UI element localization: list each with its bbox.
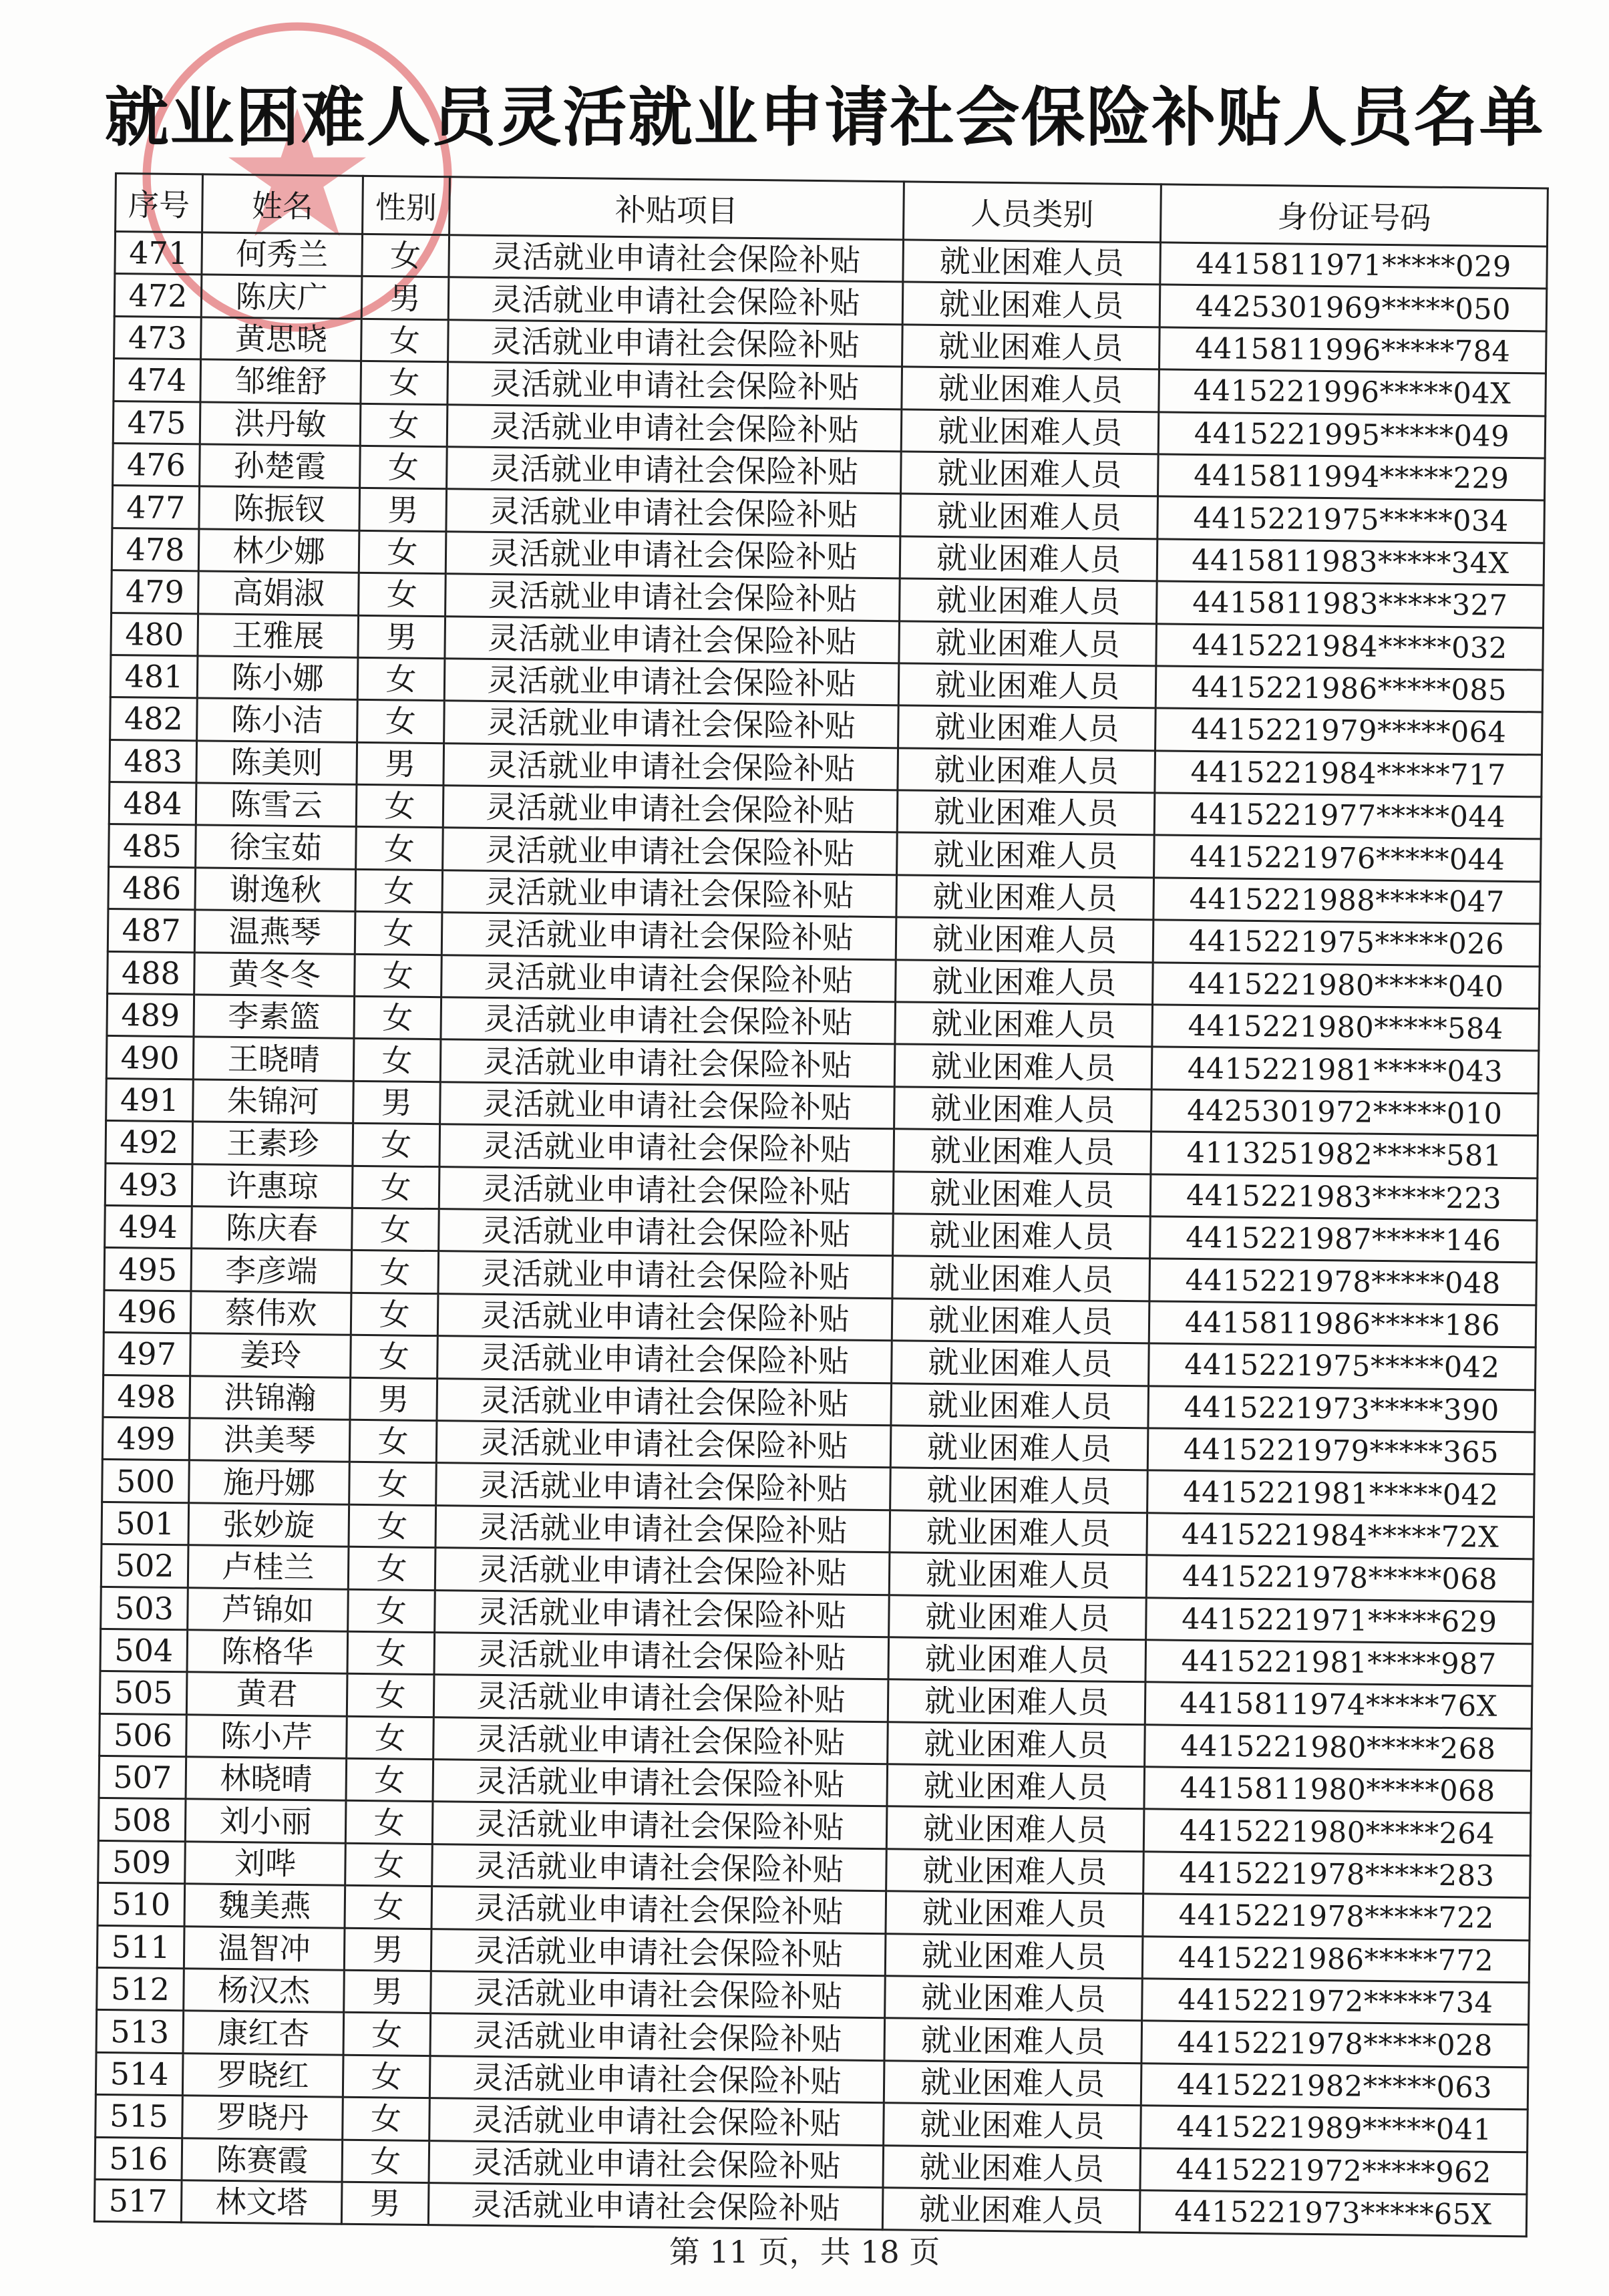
- gender-cell: 男: [344, 1928, 431, 1971]
- subsidy-item-cell: 灵活就业申请社会保险补贴: [445, 616, 900, 663]
- id-number-cell: 4415221984*****032: [1156, 623, 1544, 669]
- name-cell: 林文塔: [181, 2180, 342, 2225]
- gender-cell: 男: [350, 1377, 437, 1421]
- id-number-cell: 4415221979*****064: [1155, 708, 1543, 754]
- serial-cell: 471: [115, 232, 202, 275]
- id-number-cell: 4415221980*****040: [1153, 962, 1540, 1008]
- category-cell: 就业困难人员: [898, 663, 1156, 708]
- name-cell: 洪锦瀚: [190, 1375, 351, 1420]
- id-number-cell: 4415221981*****043: [1151, 1047, 1539, 1093]
- subsidy-item-cell: 灵活就业申请社会保险补贴: [431, 1971, 886, 2019]
- category-cell: 就业困难人员: [887, 1764, 1145, 1809]
- name-cell: 陈振钗: [199, 486, 360, 530]
- gender-cell: 女: [362, 234, 450, 277]
- subsidy-item-cell: 灵活就业申请社会保险补贴: [439, 1124, 894, 1172]
- category-cell: 就业困难人员: [900, 536, 1157, 581]
- category-cell: 就业困难人员: [900, 579, 1157, 623]
- subsidy-roster-table: [94, 172, 1549, 2238]
- serial-cell: 485: [109, 824, 196, 868]
- gender-cell: 女: [357, 657, 445, 701]
- category-cell: 就业困难人员: [899, 621, 1157, 665]
- serial-cell: 502: [101, 1544, 188, 1588]
- gender-cell: 女: [345, 1885, 432, 1929]
- subsidy-item-cell: 灵活就业申请社会保险补贴: [436, 1463, 891, 1510]
- category-cell: 就业困难人员: [893, 1214, 1151, 1259]
- name-cell: 陈美则: [196, 741, 357, 785]
- category-cell: 就业困难人员: [896, 959, 1153, 1004]
- serial-cell: 509: [98, 1840, 186, 1884]
- id-number-cell: 4415221980*****584: [1152, 1005, 1540, 1051]
- id-number-cell: 4415221986*****772: [1142, 1936, 1530, 1982]
- name-cell: 徐宝茹: [196, 825, 357, 869]
- serial-cell: 517: [94, 2179, 182, 2223]
- serial-cell: 505: [100, 1671, 187, 1715]
- category-cell: 就业困难人员: [891, 1383, 1149, 1428]
- name-cell: 陈格华: [187, 1630, 348, 1674]
- serial-cell: 472: [114, 274, 202, 317]
- id-number-cell: 4415221973*****65X: [1139, 2190, 1527, 2237]
- id-number-cell: 4415811983*****327: [1157, 581, 1544, 627]
- subsidy-item-cell: 灵活就业申请社会保险补贴: [439, 1166, 894, 1214]
- serial-cell: 506: [100, 1713, 187, 1757]
- gender-cell: 女: [346, 1758, 433, 1802]
- category-cell: 就业困难人员: [888, 1679, 1145, 1724]
- category-cell: 就业困难人员: [890, 1426, 1148, 1470]
- name-cell: 陈小芹: [186, 1714, 347, 1758]
- category-cell: 就业困难人员: [898, 748, 1155, 793]
- gender-cell: 女: [342, 2140, 429, 2183]
- id-number-cell: 4415221976*****044: [1154, 835, 1542, 881]
- gender-cell: 女: [360, 403, 448, 447]
- name-cell: 温智冲: [184, 1926, 345, 1970]
- id-number-cell: 4415221983*****223: [1150, 1174, 1538, 1220]
- category-cell: 就业困难人员: [884, 2018, 1142, 2063]
- id-number-cell: 4415811980*****068: [1144, 1767, 1532, 1813]
- serial-cell: 490: [106, 1036, 194, 1080]
- gender-cell: 女: [351, 1251, 439, 1294]
- subsidy-item-cell: 灵活就业申请社会保险补贴: [443, 743, 898, 790]
- category-cell: 就业困难人员: [890, 1510, 1147, 1554]
- id-number-cell: 4415221978*****028: [1141, 2021, 1529, 2067]
- subsidy-item-cell: 灵活就业申请社会保险补贴: [432, 1802, 887, 1849]
- category-cell: 就业困难人员: [896, 875, 1154, 920]
- gender-cell: 女: [351, 1293, 438, 1336]
- id-number-cell: 4415221978*****068: [1146, 1555, 1534, 1601]
- id-number-cell: 4425301969*****050: [1159, 285, 1547, 331]
- name-cell: 洪美琴: [189, 1418, 350, 1462]
- gender-cell: 男: [357, 742, 444, 786]
- name-cell: 王素珍: [192, 1122, 353, 1166]
- id-number-cell: 4415221984*****72X: [1147, 1513, 1534, 1559]
- category-cell: 就业困难人员: [888, 1721, 1145, 1766]
- category-cell: 就业困难人员: [901, 452, 1159, 496]
- subsidy-item-cell: 灵活就业申请社会保险补贴: [433, 1760, 888, 1807]
- header-subsidy-item: 补贴项目: [450, 177, 904, 240]
- name-cell: 姜玲: [190, 1333, 351, 1377]
- gender-cell: 男: [344, 1970, 431, 2013]
- category-cell: 就业困难人员: [896, 917, 1153, 962]
- name-cell: 李彦端: [191, 1249, 352, 1293]
- category-cell: 就业困难人员: [894, 1087, 1152, 1132]
- category-cell: 就业困难人员: [886, 1849, 1144, 1894]
- name-cell: 康红杏: [183, 2011, 344, 2055]
- gender-cell: 女: [343, 2097, 430, 2140]
- gender-cell: 女: [348, 1546, 435, 1590]
- name-cell: 陈庆春: [192, 1206, 353, 1251]
- serial-cell: 491: [106, 1078, 194, 1122]
- subsidy-item-cell: 灵活就业申请社会保险补贴: [435, 1590, 890, 1637]
- name-cell: 谢逸秋: [195, 868, 356, 912]
- id-number-cell: 4415221978*****722: [1143, 1894, 1530, 1940]
- gender-cell: 女: [347, 1716, 434, 1760]
- subsidy-item-cell: 灵活就业申请社会保险补贴: [435, 1505, 890, 1552]
- serial-cell: 513: [96, 2010, 184, 2054]
- serial-cell: 486: [108, 866, 196, 910]
- id-number-cell: 4113251982*****581: [1151, 1132, 1538, 1178]
- category-cell: 就业困难人员: [892, 1256, 1150, 1301]
- gender-cell: 男: [353, 1081, 441, 1124]
- subsidy-item-cell: 灵活就业申请社会保险补贴: [429, 2140, 884, 2188]
- gender-cell: 女: [353, 1124, 440, 1167]
- serial-cell: 497: [104, 1333, 191, 1376]
- gender-cell: 女: [353, 1039, 441, 1082]
- name-cell: 张妙旋: [188, 1502, 349, 1546]
- subsidy-item-cell: 灵活就业申请社会保险补贴: [442, 870, 897, 918]
- category-cell: 就业困难人员: [889, 1595, 1147, 1639]
- id-number-cell: 4415221978*****048: [1149, 1259, 1537, 1305]
- name-cell: 许惠琼: [192, 1164, 353, 1208]
- gender-cell: 男: [359, 488, 447, 532]
- gender-cell: 女: [356, 784, 443, 828]
- serial-cell: 507: [99, 1756, 186, 1799]
- name-cell: 陈雪云: [196, 783, 357, 827]
- gender-cell: 女: [356, 827, 443, 870]
- serial-cell: 510: [98, 1883, 185, 1927]
- gender-cell: 女: [351, 1335, 438, 1378]
- serial-cell: 476: [113, 443, 200, 486]
- subsidy-item-cell: 灵活就业申请社会保险补贴: [432, 1844, 887, 1891]
- gender-cell: 女: [361, 361, 448, 405]
- name-cell: 邹维舒: [200, 359, 361, 403]
- serial-cell: 500: [102, 1460, 190, 1503]
- subsidy-item-cell: 灵活就业申请社会保险补贴: [446, 489, 901, 536]
- subsidy-item-cell: 灵活就业申请社会保险补贴: [436, 1421, 891, 1468]
- subsidy-item-cell: 灵活就业申请社会保险补贴: [429, 2056, 884, 2103]
- subsidy-item-cell: 灵活就业申请社会保险补贴: [431, 1929, 886, 1976]
- category-cell: 就业困难人员: [903, 240, 1161, 285]
- id-number-cell: 4425301972*****010: [1151, 1090, 1539, 1136]
- id-number-cell: 4415221982*****063: [1141, 2064, 1528, 2110]
- name-cell: 洪丹敏: [200, 401, 361, 446]
- gender-cell: 男: [341, 2182, 429, 2225]
- gender-cell: 女: [347, 1631, 435, 1675]
- category-cell: 就业困难人员: [885, 1933, 1143, 1978]
- gender-cell: 女: [347, 1674, 434, 1717]
- serial-cell: 511: [97, 1925, 184, 1969]
- gender-cell: 女: [345, 1843, 433, 1887]
- gender-cell: 女: [345, 1801, 433, 1844]
- subsidy-item-cell: 灵活就业申请社会保险补贴: [433, 1717, 888, 1764]
- serial-cell: 487: [108, 909, 195, 953]
- serial-cell: 488: [108, 951, 195, 995]
- name-cell: 陈小娜: [197, 656, 358, 700]
- id-number-cell: 4415811996*****784: [1159, 327, 1546, 373]
- category-cell: 就业困难人员: [885, 1976, 1143, 2021]
- name-cell: 黄君: [186, 1672, 347, 1716]
- id-number-cell: 4415221988*****047: [1153, 878, 1541, 924]
- subsidy-item-cell: 灵活就业申请社会保险补贴: [449, 235, 904, 283]
- serial-cell: 479: [112, 570, 199, 614]
- id-number-cell: 4415221981*****042: [1147, 1470, 1535, 1516]
- id-number-cell: 4415221980*****268: [1145, 1724, 1532, 1770]
- id-number-cell: 4415221987*****146: [1150, 1216, 1538, 1263]
- serial-cell: 473: [114, 316, 202, 359]
- header-gender: 性别: [363, 176, 450, 234]
- name-cell: 陈小洁: [197, 698, 358, 742]
- name-cell: 孙楚霞: [200, 444, 361, 488]
- category-cell: 就业困难人员: [894, 1044, 1152, 1089]
- id-number-cell: 4415811983*****34X: [1157, 539, 1544, 585]
- subsidy-item-cell: 灵活就业申请社会保险补贴: [431, 1887, 886, 1934]
- name-cell: 高娟淑: [198, 571, 359, 615]
- name-cell: 刘小丽: [185, 1799, 346, 1843]
- serial-cell: 496: [104, 1290, 191, 1333]
- category-cell: 就业困难人员: [902, 367, 1159, 412]
- subsidy-item-cell: 灵活就业申请社会保险补贴: [439, 1209, 894, 1257]
- id-number-cell: 4415811986*****186: [1149, 1301, 1536, 1347]
- name-cell: 林晓晴: [186, 1757, 347, 1801]
- subsidy-item-cell: 灵活就业申请社会保险补贴: [430, 2013, 885, 2061]
- header-person-category: 人员类别: [904, 182, 1161, 242]
- name-cell: 温燕琴: [194, 910, 355, 954]
- id-number-cell: 4415221977*****044: [1154, 793, 1542, 839]
- subsidy-item-cell: 灵活就业申请社会保险补贴: [437, 1293, 892, 1341]
- subsidy-item-cell: 灵活就业申请社会保险补贴: [441, 913, 896, 960]
- name-cell: 林少娜: [198, 529, 359, 573]
- id-number-cell: 4415221971*****629: [1146, 1597, 1534, 1643]
- serial-cell: 499: [102, 1417, 190, 1460]
- id-number-cell: 4415221973*****390: [1148, 1385, 1536, 1432]
- name-cell: 罗晓红: [182, 2054, 343, 2098]
- subsidy-item-cell: 灵活就业申请社会保险补贴: [440, 1039, 895, 1087]
- category-cell: 就业困难人员: [892, 1299, 1149, 1343]
- serial-cell: 512: [97, 1967, 184, 2011]
- name-cell: 蔡伟欢: [190, 1291, 351, 1335]
- id-number-cell: 4415811971*****029: [1160, 242, 1548, 289]
- subsidy-item-cell: 灵活就业申请社会保险补贴: [438, 1251, 893, 1299]
- serial-cell: 498: [103, 1375, 190, 1418]
- category-cell: 就业困难人员: [890, 1468, 1148, 1512]
- subsidy-item-cell: 灵活就业申请社会保险补贴: [434, 1633, 889, 1680]
- subsidy-item-cell: 灵活就业申请社会保险补贴: [440, 1082, 895, 1129]
- gender-cell: 女: [348, 1589, 435, 1633]
- subsidy-item-cell: 灵活就业申请社会保险补贴: [445, 531, 900, 579]
- serial-cell: 501: [102, 1502, 189, 1545]
- serial-cell: 478: [112, 528, 199, 571]
- header-id-number: 身份证号码: [1160, 184, 1548, 247]
- id-number-cell: 4415221995*****049: [1158, 412, 1546, 458]
- id-number-cell: 4415221989*****041: [1141, 2106, 1528, 2152]
- name-cell: 罗晓丹: [182, 2096, 343, 2140]
- category-cell: 就业困难人员: [902, 325, 1160, 369]
- id-number-cell: 4415811974*****76X: [1145, 1682, 1532, 1728]
- gender-cell: 男: [358, 615, 445, 659]
- id-number-cell: 4415811994*****229: [1158, 454, 1546, 500]
- serial-cell: 514: [96, 2052, 183, 2096]
- name-cell: 陈庆广: [201, 275, 362, 319]
- serial-cell: 480: [111, 613, 198, 656]
- name-cell: 杨汉杰: [184, 1969, 345, 2013]
- serial-cell: 493: [105, 1163, 192, 1206]
- subsidy-item-cell: 灵活就业申请社会保险补贴: [433, 1675, 888, 1722]
- subsidy-item-cell: 灵活就业申请社会保险补贴: [448, 362, 902, 409]
- category-cell: 就业困难人员: [894, 1129, 1151, 1174]
- subsidy-item-cell: 灵活就业申请社会保险补贴: [437, 1336, 892, 1383]
- subsidy-item-cell: 灵活就业申请社会保险补贴: [441, 997, 896, 1045]
- name-cell: 何秀兰: [202, 232, 363, 277]
- gender-cell: 女: [349, 1504, 436, 1548]
- subsidy-item-cell: 灵活就业申请社会保险补贴: [428, 2183, 883, 2231]
- id-number-cell: 4415221979*****365: [1147, 1428, 1535, 1474]
- name-cell: 王晓晴: [193, 1037, 354, 1081]
- subsidy-item-cell: 灵活就业申请社会保险补贴: [441, 955, 896, 1002]
- serial-cell: 494: [105, 1205, 192, 1249]
- name-cell: 魏美燕: [184, 1884, 345, 1928]
- subsidy-item-cell: 灵活就业申请社会保险补贴: [429, 2098, 884, 2146]
- gender-cell: 女: [352, 1208, 439, 1251]
- category-cell: 就业困难人员: [892, 1341, 1149, 1385]
- serial-cell: 504: [100, 1629, 188, 1672]
- id-number-cell: 4415221986*****085: [1155, 666, 1543, 712]
- id-number-cell: 4415221978*****283: [1143, 1852, 1531, 1898]
- name-cell: 芦锦如: [188, 1587, 349, 1631]
- gender-cell: 女: [343, 2055, 430, 2098]
- category-cell: 就业困难人员: [900, 494, 1158, 538]
- gender-cell: 女: [354, 996, 441, 1039]
- subsidy-item-cell: 灵活就业申请社会保险补贴: [448, 277, 903, 325]
- gender-cell: 女: [349, 1420, 437, 1463]
- serial-cell: 503: [101, 1587, 188, 1630]
- subsidy-item-cell: 灵活就业申请社会保险补贴: [445, 574, 900, 621]
- category-cell: 就业困难人员: [897, 790, 1155, 835]
- category-cell: 就业困难人员: [893, 1171, 1151, 1216]
- name-cell: 朱锦河: [193, 1080, 354, 1124]
- serial-cell: 484: [109, 782, 196, 826]
- serial-cell: 475: [113, 401, 200, 444]
- name-cell: 施丹娜: [189, 1460, 350, 1504]
- header-name: 姓名: [202, 174, 363, 234]
- page-number: 第 11 页，共 18 页: [669, 2234, 940, 2270]
- subsidy-item-cell: 灵活就业申请社会保险补贴: [447, 447, 902, 494]
- category-cell: 就业困难人员: [884, 2061, 1141, 2106]
- category-cell: 就业困难人员: [902, 282, 1160, 327]
- gender-cell: 女: [355, 912, 442, 955]
- category-cell: 就业困难人员: [898, 705, 1156, 750]
- gender-cell: 女: [355, 869, 443, 913]
- serial-cell: 508: [98, 1798, 186, 1842]
- document-title: 就业困难人员灵活就业申请社会保险补贴人员名单: [104, 80, 1545, 155]
- gender-cell: 女: [359, 530, 446, 574]
- gender-cell: 女: [355, 954, 442, 997]
- name-cell: 刘哔: [185, 1842, 346, 1886]
- subsidy-item-cell: 灵活就业申请社会保险补贴: [447, 404, 902, 452]
- subsidy-item-cell: 灵活就业申请社会保险补贴: [444, 659, 899, 706]
- serial-cell: 515: [96, 2095, 183, 2138]
- serial-cell: 495: [104, 1248, 192, 1291]
- serial-cell: 482: [110, 697, 198, 741]
- id-number-cell: 4415221984*****717: [1155, 751, 1542, 797]
- gender-cell: 女: [357, 700, 445, 744]
- subsidy-item-cell: 灵活就业申请社会保险补贴: [444, 701, 899, 748]
- serial-cell: 489: [107, 993, 194, 1037]
- category-cell: 就业困难人员: [884, 2103, 1141, 2148]
- category-cell: 就业困难人员: [901, 409, 1159, 454]
- id-number-cell: 4415221975*****034: [1157, 496, 1545, 542]
- header-serial: 序号: [116, 174, 203, 232]
- gender-cell: 女: [349, 1462, 437, 1506]
- category-cell: 就业困难人员: [897, 832, 1155, 877]
- subsidy-item-cell: 灵活就业申请社会保险补贴: [435, 1548, 890, 1595]
- gender-cell: 女: [361, 319, 449, 362]
- table-body: [94, 232, 1547, 2237]
- category-cell: 就业困难人员: [883, 2145, 1141, 2190]
- id-number-cell: 4415221996*****04X: [1159, 369, 1546, 416]
- subsidy-item-cell: 灵活就业申请社会保险补贴: [443, 786, 898, 833]
- subsidy-item-cell: 灵活就业申请社会保险补贴: [448, 320, 903, 367]
- serial-cell: 483: [110, 740, 197, 783]
- category-cell: 就业困难人员: [882, 2188, 1140, 2233]
- serial-cell: 474: [114, 359, 201, 402]
- category-cell: 就业困难人员: [886, 1806, 1144, 1851]
- gender-cell: 女: [352, 1166, 439, 1209]
- category-cell: 就业困难人员: [886, 1891, 1143, 1936]
- serial-cell: 481: [110, 655, 198, 698]
- name-cell: 陈赛霞: [182, 2138, 343, 2182]
- subsidy-item-cell: 灵活就业申请社会保险补贴: [443, 828, 898, 875]
- id-number-cell: 4415221975*****042: [1149, 1343, 1536, 1389]
- name-cell: 李素篮: [194, 995, 355, 1039]
- serial-cell: 492: [106, 1121, 193, 1164]
- gender-cell: 女: [360, 446, 448, 489]
- name-cell: 黄思晓: [201, 317, 362, 361]
- serial-cell: 516: [95, 2137, 182, 2180]
- id-number-cell: 4415221975*****026: [1153, 920, 1540, 966]
- category-cell: 就业困难人员: [888, 1637, 1146, 1682]
- name-cell: 王雅展: [198, 613, 359, 657]
- id-number-cell: 4415221981*****987: [1145, 1640, 1533, 1686]
- gender-cell: 男: [361, 277, 449, 320]
- gender-cell: 女: [343, 2013, 431, 2056]
- category-cell: 就业困难人员: [889, 1552, 1147, 1597]
- id-number-cell: 4415221972*****734: [1142, 1979, 1530, 2025]
- gender-cell: 女: [359, 572, 446, 616]
- serial-cell: 477: [112, 486, 200, 529]
- name-cell: 黄冬冬: [194, 952, 355, 996]
- id-number-cell: 4415221980*****264: [1143, 1809, 1531, 1855]
- name-cell: 卢桂兰: [188, 1545, 349, 1589]
- subsidy-item-cell: 灵活就业申请社会保险补贴: [437, 1378, 892, 1426]
- id-number-cell: 4415221972*****962: [1140, 2148, 1528, 2194]
- category-cell: 就业困难人员: [895, 1002, 1153, 1047]
